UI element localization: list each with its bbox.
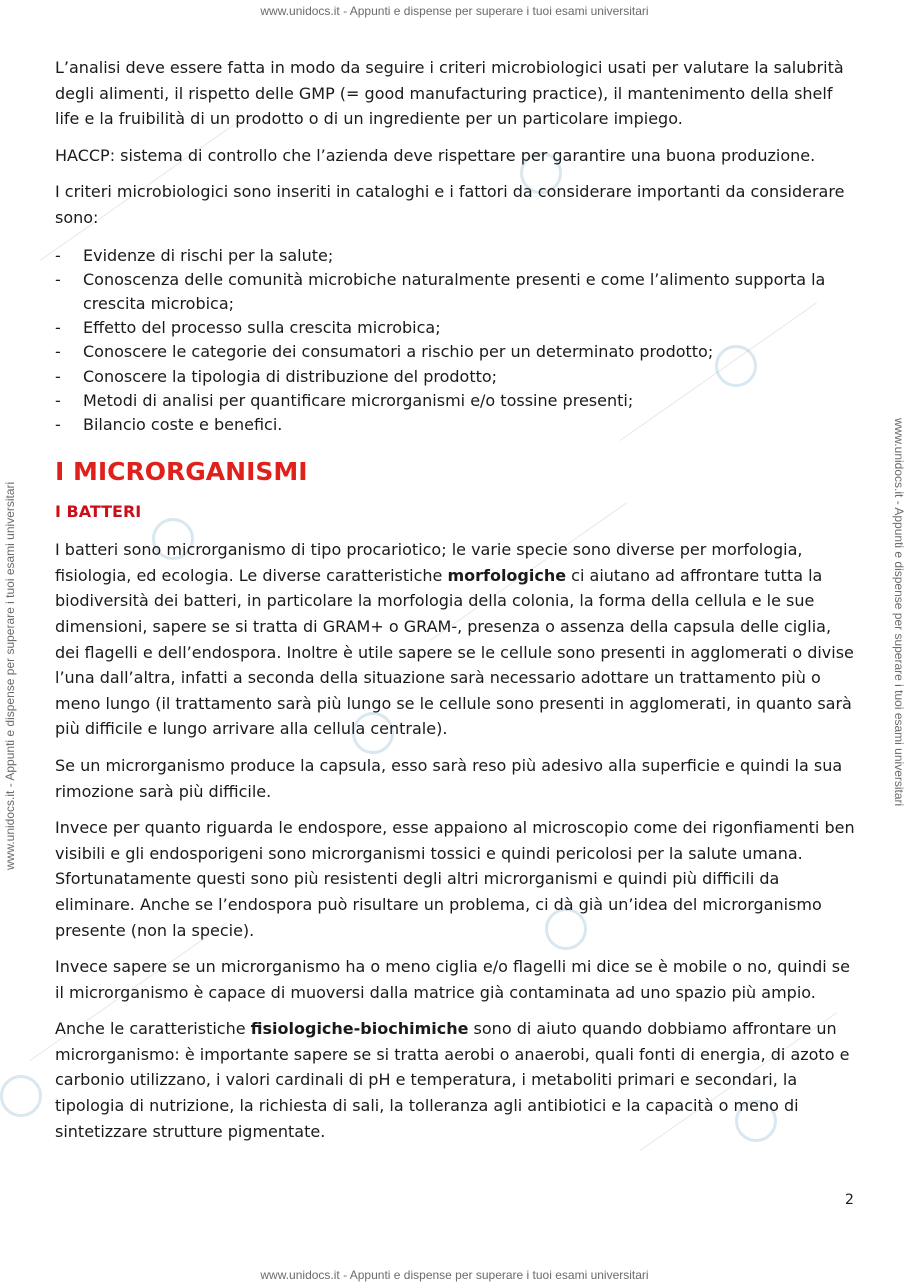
subsection-title: I BATTERI <box>55 502 142 522</box>
intro-paragraph-2: HACCP: sistema di controllo che l’azienda deve rispettare per garantire una buona produzione. <box>55 145 816 165</box>
dash-marker: - <box>55 269 61 289</box>
list-item-text: Conoscere la tipologia di distribuzione del prodotto; <box>83 366 498 386</box>
batteri-p1-text-b: ci aiutano ad affrontare tutta la biodiversità dei batteri, in particolare la morfologia della colonia, la forma della cellula e le sue dimensioni, sapere se si tratta di GRAM+ o GRAM-, presenza o assenza della capsula delle ciglia, dei flagelli e dell’endospora. Inoltre è utile sapere se le cellule sono presenti in agglomerati o divise l’una dall’altra, infatti a seconda della situazione sarà necessario adottare un trattamento più o meno lungo (il trattamento sarà più lungo se le cellule sono presenti in agglomerati, in quanto sarà più difficile e lungo arrivare alla cellula centrale). <box>55 565 854 739</box>
list-item-text: Metodi di analisi per quantificare microrganismi e/o tossine presenti; <box>83 390 634 410</box>
list-item <box>55 268 855 316</box>
batteri-paragraph-2: Se un microrganismo produce la capsula, esso sarà reso più adesivo alla superficie e quindi la sua rimozione sarà più difficile. <box>55 755 843 801</box>
list-item <box>55 340 855 364</box>
list-item <box>55 365 855 389</box>
list-item <box>55 316 855 340</box>
page-content <box>55 55 855 1155</box>
list-item-text: Conoscenza delle comunità microbiche naturalmente presenti e come l’alimento supporta la crescita microbica; <box>83 269 826 313</box>
criteria-list <box>55 244 855 438</box>
batteri-p1-text-a: I batteri sono microrganismo di tipo procariotico; le varie specie sono diverse per morfologia, fisiologia, ed ecologia. Le diverse caratteristiche <box>55 540 803 585</box>
batteri-paragraph-1 <box>55 537 855 742</box>
list-item-text: Evidenze di rischi per la salute; <box>83 245 334 265</box>
batteri-paragraph-3: Invece per quanto riguarda le endospore, esse appaiono al microscopio come dei rigonfiamenti ben visibili e gli endosporigeni sono microrganismi tossici e quindi pericolosi per la salute umana. Sfortunatamente questi sono più resistenti degli altri microrganismi e quindi più difficili da eliminare. Anche se l’endospora può risultare un problema, ci dà già un’idea del microrganismo presente (non la specie). <box>55 818 855 940</box>
dash-marker: - <box>55 342 61 362</box>
page-number: 2 <box>845 1192 854 1208</box>
watermark-logo-icon <box>0 1075 42 1117</box>
intro-paragraph-1: L’analisi deve essere fatta in modo da seguire i criteri microbiologici usati per valutare la salubrità degli alimenti, il rispetto delle GMP (= good manufacturing practice), il mantenimento della shelf life e la fruibilità di un prodotto o di un ingrediente per un particolare impiego. <box>55 58 844 129</box>
batteri-p5-bold: fisiologiche-biochimiche <box>250 1019 469 1039</box>
list-item <box>55 413 855 437</box>
list-item-text: Conoscere le categorie dei consumatori a rischio per un determinato prodotto; <box>83 342 714 362</box>
intro-paragraph-3: I criteri microbiologici sono inseriti in cataloghi e i fattori da considerare importanti da considerare sono: <box>55 182 845 227</box>
list-item-text: Effetto del processo sulla crescita microbica; <box>83 318 441 338</box>
dash-marker: - <box>55 318 61 338</box>
list-item <box>55 244 855 268</box>
watermark-left: www.unidocs.it - Appunti e dispense per superare i tuoi esami universitari <box>3 481 17 870</box>
dash-marker: - <box>55 245 61 265</box>
watermark-top: www.unidocs.it - Appunti e dispense per superare i tuoi esami universitari <box>260 4 649 18</box>
list-item-text: Bilancio coste e benefici. <box>83 414 283 434</box>
batteri-p1-bold: morfologiche <box>447 565 567 585</box>
batteri-p5-text-b: sono di aiuto quando dobbiamo affrontare un microrganismo: è importante sapere se si tratta aerobi o anaerobi, quali fonti di energia, di azoto e carbonio utilizzano, i valori cardinali di pH e temperatura, i metaboliti primari e secondari, la tipologia di nutrizione, la richiesta di sali, la tolleranza agli antibiotici e la capacità o meno di sintetizzare strutture pigmentate. <box>55 1019 850 1141</box>
dash-marker: - <box>55 366 61 386</box>
watermark-bottom: www.unidocs.it - Appunti e dispense per superare i tuoi esami universitari <box>260 1268 649 1282</box>
batteri-p5-text-a: Anche le caratteristiche <box>55 1019 251 1039</box>
dash-marker: - <box>55 414 61 434</box>
batteri-paragraph-4: Invece sapere se un microrganismo ha o meno ciglia e/o flagelli mi dice se è mobile o no, quindi se il microrganismo è capace di muoversi dalla matrice già contaminata ad uno spazio più ampio. <box>55 957 850 1002</box>
section-title: I MICRORGANISMI <box>55 457 308 487</box>
list-item <box>55 389 855 413</box>
batteri-paragraph-5 <box>55 1016 855 1144</box>
watermark-right: www.unidocs.it - Appunti e dispense per superare i tuoi esami universitari <box>892 418 906 807</box>
dash-marker: - <box>55 390 61 410</box>
